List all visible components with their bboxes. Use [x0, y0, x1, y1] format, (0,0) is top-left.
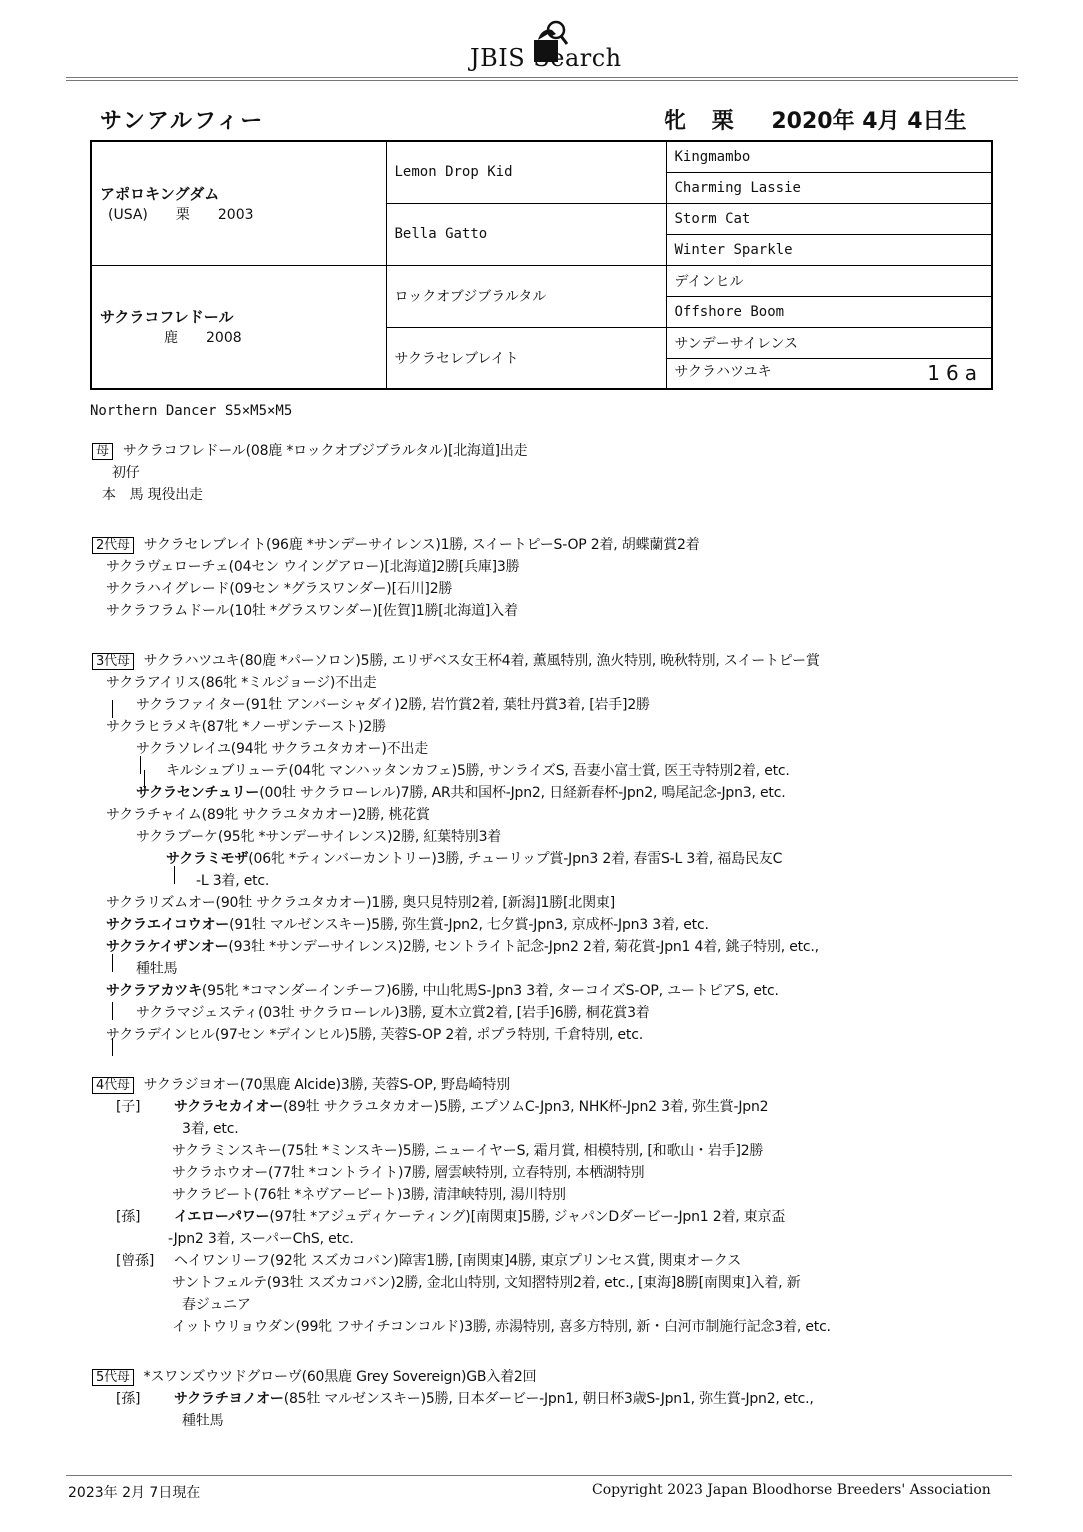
family-line — [136, 958, 177, 978]
family-line — [196, 870, 269, 890]
generation-label: 3代母 — [92, 653, 134, 670]
family-line — [92, 1074, 510, 1094]
family-line — [182, 1294, 251, 1314]
g3-4: Winter Sparkle — [666, 234, 992, 265]
family-line — [182, 1118, 238, 1138]
generation-label: 2代母 — [92, 537, 134, 554]
line-text: (85牡 マルゼンスキー)5勝, 日本ダービー-Jpn1, 朝日杯3歳S-Jpn1, 弥生賞-Jpn2, etc., — [283, 1391, 814, 1407]
g3-8-cell — [666, 358, 992, 389]
family-line — [106, 914, 709, 934]
line-text: *スワンズウツドグローヴ(60黒鹿 Grey Sovereign)GB入着2回 — [143, 1369, 537, 1385]
stakes-winner-name: サクラセンチュリー — [136, 785, 260, 801]
tree-connector — [174, 866, 175, 884]
line-text: (89牡 サクラユタカオー)5勝, エプソムC-Jpn3, NHK杯-Jpn2 3着, 弥生賞-Jpn2 — [283, 1099, 769, 1115]
line-text: サクラマジェスティ(03牡 サクラローレル)3勝, 夏木立賞2着, [岩手]6勝, 桐花賞3着 — [136, 1005, 650, 1021]
g3-5: デインヒル — [666, 265, 992, 296]
line-text: 種牡馬 — [182, 1413, 224, 1429]
tree-connector — [112, 954, 113, 972]
family-line — [116, 1096, 768, 1116]
family-line — [106, 716, 386, 736]
horse-birthdate: 2020年 4月 4日生 — [771, 109, 967, 134]
tree-connector — [140, 756, 141, 774]
family-line — [106, 556, 519, 576]
stakes-winner-name: サクラアカツキ — [106, 983, 202, 999]
line-text: 3着, etc. — [182, 1121, 239, 1137]
horse-color: 栗 — [711, 109, 734, 134]
line-text: イットウリョウダン(99牝 フサイチコンコルド)3勝, 赤湯特別, 喜多方特別, 新・白河市制施行記念3着, etc. — [172, 1319, 831, 1335]
family-number: 16a — [927, 361, 983, 386]
family-line — [106, 980, 779, 1000]
family-line — [102, 484, 203, 504]
line-text: サクラブーケ(95牝 *サンデーサイレンス)2勝, 紅葉特別3着 — [136, 829, 502, 845]
line-text: サントフェルテ(93牡 スズカコバン)2勝, 金北山特別, 文知摺特別2着, etc., [東海]8勝[南関東]入着, 新 — [172, 1275, 801, 1291]
family-line — [106, 672, 377, 692]
family-line — [106, 578, 452, 598]
line-text: サクラデインヒル(97セン *デインヒル)5勝, 芙蓉S-OP 2着, ポプラ特別, 千倉特別, etc. — [106, 1027, 643, 1043]
stakes-winner-name: サクラミモザ — [166, 851, 249, 867]
family-line — [136, 826, 501, 846]
line-text: 初仔 — [112, 465, 140, 481]
family-line — [106, 892, 615, 912]
dam-cell — [91, 265, 386, 389]
relation-label: [子] — [116, 1099, 141, 1115]
family-line — [136, 1002, 650, 1022]
sire-sire: Lemon Drop Kid — [386, 141, 666, 203]
tree-connector — [112, 700, 113, 718]
family-line — [166, 760, 790, 780]
line-text: サクラジヨオー(70黒鹿 Alcide)3勝, 芙蓉S-OP, 野島崎特別 — [143, 1077, 510, 1093]
line-text: サクラヒラメキ(87牝 *ノーザンテースト)2勝 — [106, 719, 386, 735]
line-text: (00牡 サクラローレル)7勝, AR共和国杯-Jpn2, 日経新春杯-Jpn2, 鳴尾記念-Jpn3, etc. — [259, 785, 786, 801]
footer-rule — [66, 1475, 1012, 1476]
sire-cell — [91, 141, 386, 265]
relation-label: [孫] — [116, 1209, 141, 1225]
dam-dam: サクラセレブレイト — [386, 327, 666, 389]
family-line — [172, 1272, 801, 1292]
dam-info: 鹿 2008 — [108, 330, 242, 347]
g3-7: サンデーサイレンス — [666, 327, 992, 358]
relation-label: [曾孫] — [116, 1253, 155, 1269]
g3-6: Offshore Boom — [666, 296, 992, 327]
line-text: (06牝 *ティンバーカントリー)3勝, チューリップ賞-Jpn3 2着, 春雷S-L 3着, 福島民友C — [248, 851, 783, 867]
g3-1: Kingmambo — [666, 141, 992, 172]
family-line — [112, 462, 140, 482]
sire-name: アポロキングダム — [100, 184, 220, 203]
stakes-winner-name: イエローパワー — [174, 1209, 270, 1225]
family-line — [116, 1206, 785, 1226]
line-text: サクラハツユキ(80鹿 *パーソロン)5勝, エリザベス女王杯4着, 薫風特別, 漁火特別, 晩秋特別, スイートピー賞 — [143, 653, 820, 669]
stakes-winner-name: サクラチヨノオー — [174, 1391, 284, 1407]
family-line — [136, 782, 785, 802]
generation-label: 5代母 — [92, 1369, 134, 1386]
g3-3: Storm Cat — [666, 203, 992, 234]
line-text: サクラハイグレード(09セン *グラスワンダー)[石川]2勝 — [106, 581, 453, 597]
sire-info: (USA) 栗 2003 — [108, 206, 254, 223]
family-line — [92, 650, 820, 670]
family-line — [172, 1162, 644, 1182]
family-line — [106, 1024, 643, 1044]
inbreeding-note: Northern Dancer S5×M5×M5 — [90, 403, 293, 419]
line-text: ヘイワンリーフ(92牝 スズカコバン)障害1勝, [南関東]4勝, 東京プリンセス賞, 関東オークス — [174, 1253, 742, 1269]
line-text: サクラリズムオー(90牡 サクラユタカオー)1勝, 奥只見特別2着, [新潟]1勝[北関東] — [106, 895, 615, 911]
family-line — [166, 848, 782, 868]
line-text: (91牡 マルゼンスキー)5勝, 弥生賞-Jpn2, 七夕賞-Jpn3, 京成杯-Jpn3 3着, etc. — [229, 917, 709, 933]
horse-info — [664, 104, 985, 135]
line-text: 本 馬 現役出走 — [102, 487, 203, 503]
relation-label: [孫] — [116, 1391, 141, 1407]
sire-dam: Bella Gatto — [386, 203, 666, 265]
family-line — [116, 1250, 741, 1270]
family-line — [168, 1228, 354, 1248]
family-line — [172, 1316, 831, 1336]
family-line — [136, 738, 428, 758]
line-text: 春ジュニア — [182, 1297, 251, 1313]
generation-label: 4代母 — [92, 1077, 134, 1094]
line-text: (95牝 *コマンダーインチーフ)6勝, 中山牝馬S-Jpn3 3着, ターコイズS-OP, ユートピアS, etc. — [201, 983, 779, 999]
family-line — [92, 1366, 536, 1386]
horse-sex: 牝 — [664, 109, 687, 134]
line-text: サクラヴェローチェ(04セン ウイングアロー)[北海道]2勝[兵庫]3勝 — [106, 559, 520, 575]
tree-connector — [112, 1038, 113, 1056]
line-text: サクラビート(76牡 *ネヴアービート)3勝, 清津峡特別, 湯川特別 — [172, 1187, 566, 1203]
family-line — [92, 534, 700, 554]
family-line — [136, 694, 650, 714]
family-line — [172, 1140, 763, 1160]
family-line — [116, 1388, 814, 1408]
family-line — [182, 1410, 223, 1430]
line-text: サクラフラムドール(10牡 *グラスワンダー)[佐賀]1勝[北海道]入着 — [106, 603, 518, 619]
copyright: Copyright 2023 Japan Bloodhorse Breeders' Association — [592, 1482, 991, 1498]
line-text: (97牡 *アジュディケーティング)[南関東]5勝, ジャパンDダービー-Jpn1 2着, 東京盃 — [269, 1209, 786, 1225]
line-text: 種牡馬 — [136, 961, 178, 977]
family-line — [106, 600, 518, 620]
family-line — [106, 804, 430, 824]
family-line — [106, 936, 819, 956]
line-text: サクラセレブレイト(96鹿 *サンデーサイレンス)1勝, スイートピーS-OP 2着, 胡蝶蘭賞2着 — [143, 537, 700, 553]
line-text: サクラアイリス(86牝 *ミルジョージ)不出走 — [106, 675, 377, 691]
logo-text: JBIS Search — [470, 44, 622, 72]
line-text: キルシュブリューテ(04牝 マンハッタンカフェ)5勝, サンライズS, 吾妻小富士賞, 医王寺特別2着, etc. — [166, 763, 790, 779]
stakes-winner-name: サクラセカイオー — [174, 1099, 283, 1115]
as-of-date: 2023年 2月 7日現在 — [68, 1485, 201, 1501]
line-text: サクラソレイユ(94牝 サクラユタカオー)不出走 — [136, 741, 429, 757]
line-text: サクラファイター(91牡 アンバーシャダイ)2勝, 岩竹賞2着, 葉牡丹賞3着, [岩手]2勝 — [136, 697, 650, 713]
line-text: -L 3着, etc. — [196, 873, 270, 889]
tree-connector — [112, 1002, 113, 1020]
header-rule-top — [66, 77, 1018, 78]
jbis-logo — [470, 14, 640, 74]
line-text: (93牡 *サンデーサイレンス)2勝, セントライト記念-Jpn2 2着, 菊花賞-Jpn1 4着, 銚子特別, etc., — [228, 939, 819, 955]
line-text: サクラコフレドール(08鹿 *ロックオブジブラルタル)[北海道]出走 — [122, 443, 528, 459]
dam-name: サクラコフレドール — [100, 308, 234, 327]
dam-sire: ロックオブジブラルタル — [386, 265, 666, 327]
line-text: サクラチャイム(89牝 サクラユタカオー)2勝, 桃花賞 — [106, 807, 430, 823]
family-line — [172, 1184, 566, 1204]
line-text: -Jpn2 3着, スーパーChS, etc. — [168, 1231, 354, 1247]
header-rule-bottom — [66, 80, 1018, 81]
horse-name: サンアルフィー — [100, 109, 265, 134]
line-text: サクラミンスキー(75牡 *ミンスキー)5勝, ニューイヤーS, 霜月賞, 相模特別, [和歌山・岩手]2勝 — [172, 1143, 764, 1159]
g3-2: Charming Lassie — [666, 172, 992, 203]
g3-8: サクラハツユキ — [674, 364, 772, 381]
stakes-winner-name: サクラケイザンオー — [106, 939, 229, 955]
family-line — [92, 440, 527, 460]
stakes-winner-name: サクラエイコウオー — [106, 917, 230, 933]
generation-label: 母 — [92, 443, 113, 460]
pedigree-table — [90, 140, 993, 390]
tree-connector — [144, 770, 145, 788]
line-text: サクラホウオー(77牡 *コントライト)7勝, 層雲峡特別, 立春特別, 本栖湖特別 — [172, 1165, 645, 1181]
